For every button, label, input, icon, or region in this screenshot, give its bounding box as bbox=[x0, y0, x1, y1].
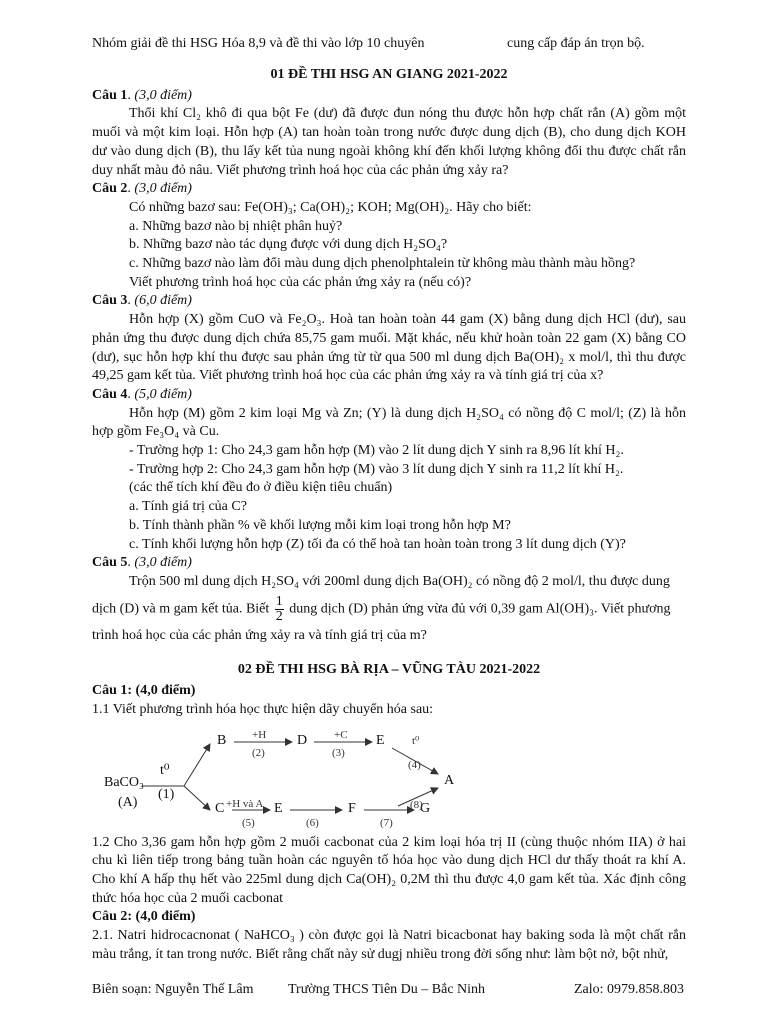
exam1-q2-b: b. Những bazơ nào tác dụng được với dung dịch H₂SO₄? bbox=[129, 237, 448, 253]
exam2-q1-p12: 1.2 Cho 3,36 gam hỗn hợp gồm 2 muối cacbonat của 2 kim loại hóa trị II (cùng thuộc nhóm IIA) ở hai chu kì liên tiếp trong bảng tuần hoàn các nguyên tố hóa học vào dung dịch HCl dư thấy thoát ra khí A. Cho khí A hấp thụ hết vào 225ml dung dịch Ca(OH)₂ 0,2M thì thu được 4,0 gam kết tủa. Xác định công thức hóa học của 2 muối cacbonat bbox=[92, 834, 686, 906]
exam1-q4-case2: - Trường hợp 2: Cho 24,3 gam hỗn hợp (M) vào 3 lít dung dịch Y sinh ra 11,2 lít khí H₂. bbox=[129, 461, 624, 477]
exam1-q4-case1: - Trường hợp 1: Cho 24,3 gam hỗn hợp (M) vào 2 lít dung dịch Y sinh ra 8,96 lít khí H₂. bbox=[129, 443, 624, 459]
step-7-label: (7) bbox=[380, 816, 393, 829]
exam1-q4-c: c. Tính khối lượng hỗn hợp (Z) tối đa có thể hoà tan hoàn toàn trong 3 lít dung dịch (Y)? bbox=[129, 536, 626, 552]
reaction-scheme-diagram bbox=[92, 722, 686, 829]
step-8-label: (8) bbox=[410, 798, 423, 811]
header-left: Nhóm giải đề thi HSG Hóa 8,9 và đề thi vào lớp 10 chuyên bbox=[92, 36, 425, 51]
exam1-q2-intro: Có những bazơ sau: Fe(OH)₃; Ca(OH)₂; KOH; Mg(OH)₂. Hãy cho biết: bbox=[129, 199, 532, 215]
reaction-arrows bbox=[92, 722, 686, 826]
condition-heat-4: t⁰ bbox=[412, 734, 420, 747]
question-points: (3,0 điểm) bbox=[134, 555, 192, 571]
fraction-denominator: 2 bbox=[275, 608, 283, 624]
question-label: Câu 2 bbox=[92, 181, 128, 197]
step-2-label: (2) bbox=[252, 746, 265, 759]
question-points: (3,0 điểm) bbox=[134, 181, 192, 197]
exam1-q4-b: b. Tính thành phần % về khối lượng mỗi kim loại trong hỗn hợp M? bbox=[129, 517, 511, 533]
compound-f: F bbox=[348, 800, 356, 816]
exam1-q2-heading: Câu 2. (3,0 điểm) bbox=[92, 181, 192, 197]
footer-zalo: Zalo: 0979.858.803 bbox=[574, 982, 685, 997]
compound-baco3: BaCO₃ bbox=[104, 774, 144, 790]
compound-g: G bbox=[420, 800, 431, 816]
question-points: (5,0 điểm) bbox=[134, 386, 192, 402]
header-right: cung cấp đáp án trọn bộ. bbox=[507, 36, 645, 51]
exam2-q2-p21: 2.1. Natri hidrocacnonat ( NaHCO₃ ) còn được gọi là Natri bicacbonat hay baking soda là một chất rắn màu trắng, ít tan trong nước. Biết rằng chất này sử dugj nhiều trong đời sống như: làm bột nở, bột nhử, bbox=[92, 928, 686, 962]
step-1-label: (1) bbox=[158, 786, 175, 802]
compound-b: B bbox=[217, 732, 227, 748]
reagent-plus-h: +H bbox=[252, 728, 267, 741]
question-label: Câu 5 bbox=[92, 555, 128, 571]
step-4-label: (4) bbox=[408, 758, 421, 771]
exam1-q3-text: Hỗn hợp (X) gồm CuO và Fe₂O₃. Hoà tan hoàn toàn 44 gam (X) bằng dung dịch HCl (dư), sau phản ứng thu được dung dịch chứa 85,75 gam muối. Mặt khác, nếu khử hoàn toàn 22 gam (X) bằng CO (dư), sục hỗn hợp khí thu được sau phản ứng từ từ qua 500 ml dung dịch Ba(OH)₂ x mol/l, thì thu được 49,25 gam kết tủa. Viết phương trình hoá học của các phản ứng xảy ra và tính giá trị của x? bbox=[92, 312, 686, 384]
question-label: Câu 3 bbox=[92, 293, 128, 309]
exam1-q5-line2a: dịch (D) và m gam kết tủa. Biết bbox=[92, 601, 270, 617]
exam1-q5-line3: trình hoá học của các phản ứng xảy ra và tính giá trị của m? bbox=[92, 627, 427, 643]
exam2-title: 02 ĐỀ THI HSG BÀ RỊA – VŨNG TÀU 2021-2022 bbox=[237, 662, 541, 678]
document-body bbox=[92, 66, 686, 964]
condition-heat: t⁰ bbox=[160, 762, 170, 778]
footer-school: Trường THCS Tiên Du – Bắc Ninh bbox=[288, 982, 486, 997]
question-points: (3,0 điểm) bbox=[134, 87, 192, 103]
exam1-q4-note: (các thể tích khí đều đo ở điều kiện tiêu chuẩn) bbox=[129, 480, 393, 496]
exam2-q1-p11: 1.1 Viết phương trình hóa học thực hiện dãy chuyển hóa sau: bbox=[92, 701, 434, 717]
exam1-q2-end: Viết phương trình hoá học của các phản ứng xảy ra (nếu có)? bbox=[129, 274, 472, 290]
compound-d: D bbox=[297, 732, 308, 748]
compound-a-label: (A) bbox=[118, 794, 138, 810]
exam1-q5-heading: Câu 5. (3,0 điểm) bbox=[92, 555, 192, 571]
exam1-q2-a: a. Những bazơ nào bị nhiệt phân huỷ? bbox=[129, 218, 343, 234]
question-points: (6,0 điểm) bbox=[134, 293, 192, 309]
fraction-numerator: 1 bbox=[275, 593, 283, 609]
reagent-plus-c: +C bbox=[334, 728, 348, 741]
reaction-arrow-1-up bbox=[184, 744, 210, 786]
compound-e-top: E bbox=[376, 732, 385, 748]
exam1-q5-line2b: dung dịch (D) phản ứng vừa đủ với 0,39 gam Al(OH)₃. Viết phương bbox=[289, 601, 671, 617]
step-6-label: (6) bbox=[306, 816, 319, 829]
exam2-q2-heading: Câu 2: (4,0 điểm) bbox=[92, 909, 196, 925]
exam1-q4-heading: Câu 4. (5,0 điểm) bbox=[92, 386, 192, 402]
question-label: Câu 4 bbox=[92, 386, 128, 402]
reagent-plus-h-and-a: +H và A bbox=[226, 797, 264, 810]
step-5-label: (5) bbox=[242, 816, 255, 829]
step-3-label: (3) bbox=[332, 746, 345, 759]
exam1-q1-heading: Câu 1. (3,0 điểm) bbox=[92, 87, 192, 103]
footer-author: Biên soạn: Nguyễn Thế Lâm bbox=[92, 982, 254, 997]
exam1-q5-line1: Trộn 500 ml dung dịch H₂SO₄ với 200ml dung dịch Ba(OH)₂ có nồng độ 2 mol/l, thu được dung bbox=[129, 573, 670, 589]
exam1-q2-c: c. Những bazơ nào làm đổi màu dung dịch phenolphtalein từ không màu thành màu hồng? bbox=[129, 256, 636, 272]
compound-a: A bbox=[444, 772, 455, 788]
question-label: Câu 1 bbox=[92, 87, 128, 103]
reaction-arrow-1-down bbox=[184, 786, 210, 810]
exam2-q1-heading: Câu 1: (4,0 điểm) bbox=[92, 683, 196, 699]
exam1-title: 01 ĐỀ THI HSG AN GIANG 2021-2022 bbox=[270, 67, 508, 82]
exam1-q4-a: a. Tính giá trị của C? bbox=[129, 499, 247, 515]
compound-c: C bbox=[215, 800, 225, 816]
fraction-one-half bbox=[275, 595, 284, 624]
exam1-q3-heading: Câu 3. (6,0 điểm) bbox=[92, 293, 192, 309]
exam1-q4-text: Hỗn hợp (M) gồm 2 kim loại Mg và Zn; (Y) là dung dịch H₂SO₄ có nồng độ C mol/l; (Z) là hỗn hợp gồm Fe₃O₄ và Cu. bbox=[92, 405, 686, 440]
exam1-q5-line2 bbox=[92, 595, 686, 624]
exam1-q1-text: Thổi khí Cl₂ khô đi qua bột Fe (dư) đã được đun nóng thu được hỗn hợp chất rắn (A) gồm một muối và một kim loại. Hỗn hợp (A) tan hoàn toàn trong nước được dung dịch (B), cho dung dịch KOH dư vào dung dịch (B), thu lấy kết tủa nung ngoài không khí đến khối lượng không đổi thu được chất rắn duy nhất màu đỏ nâu. Viết phương trình hoá học của các phản ứng xảy ra? bbox=[92, 106, 686, 178]
compound-e-bottom: E bbox=[274, 800, 283, 816]
